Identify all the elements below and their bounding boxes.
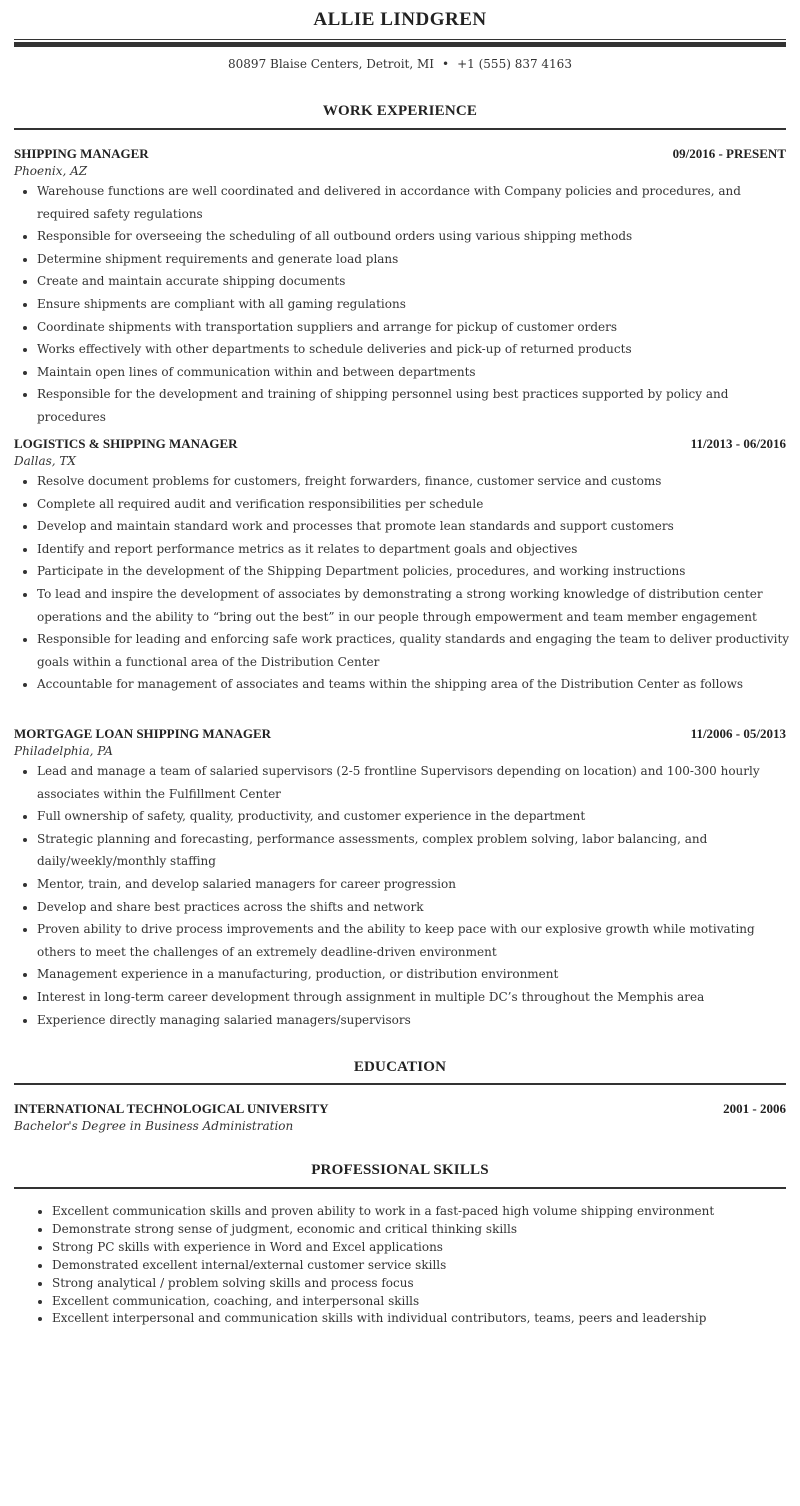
job-dates: 09/2016 - PRESENT <box>672 146 786 161</box>
education-header <box>14 1101 786 1117</box>
list-item: • Works effectively with other departments to schedule deliveries and pick-up of returned products <box>37 338 797 361</box>
list-item: • Interest in long-term career development through assignment in multiple DC’s throughout the Memphis area <box>37 986 797 1009</box>
skills-list <box>28 1203 792 1328</box>
list-item: • Strong PC skills with experience in Word and Excel applications <box>52 1239 792 1257</box>
job-title: MORTGAGE LOAN SHIPPING MANAGER <box>14 726 272 741</box>
list-item: • Responsible for overseeing the scheduling of all outbound orders using various shipping methods <box>37 225 797 248</box>
section-title-skills: PROFESSIONAL SKILLS <box>311 1162 489 1178</box>
job-location: Dallas, TX <box>14 454 76 468</box>
list-item: • Complete all required audit and verification responsibilities per schedule <box>37 493 797 516</box>
job-bullet-list <box>14 180 797 429</box>
section-divider-skills <box>14 1187 786 1189</box>
list-item: • Management experience in a manufacturing, production, or distribution environment <box>37 963 797 986</box>
list-item: • Demonstrated excellent internal/external customer service skills <box>52 1257 792 1275</box>
list-item: • Accountable for management of associates and teams within the shipping area of the Distribution Center as follows <box>37 673 797 696</box>
list-item: • Coordinate shipments with transportation suppliers and arrange for pickup of customer orders <box>37 316 797 339</box>
contact-line <box>0 57 800 71</box>
header-divider-thick <box>14 42 786 47</box>
list-item: • Responsible for leading and enforcing safe work practices, quality standards and engaging the team to deliver productivity goals within a functional area of the Distribution Center <box>37 628 797 673</box>
list-item: • Excellent interpersonal and communication skills with individual contributors, teams, peers and leadership <box>52 1310 792 1328</box>
job-header <box>14 146 786 162</box>
list-item: • Strong analytical / problem solving skills and process focus <box>52 1275 792 1293</box>
list-item: • Ensure shipments are compliant with all gaming regulations <box>37 293 797 316</box>
list-item: • Maintain open lines of communication within and between departments <box>37 361 797 384</box>
list-item: • Responsible for the development and training of shipping personnel using best practices supported by policy and procedures <box>37 383 797 428</box>
list-item: • Resolve document problems for customers, freight forwarders, finance, customer service and customs <box>37 470 797 493</box>
contact-address: 80897 Blaise Centers, Detroit, MI <box>228 57 435 71</box>
job-bullet-list <box>14 760 797 1031</box>
contact-separator: • <box>442 57 450 71</box>
school-name: INTERNATIONAL TECHNOLOGICAL UNIVERSITY <box>14 1101 329 1116</box>
list-item: • Determine shipment requirements and generate load plans <box>37 248 797 271</box>
section-divider-work <box>14 128 786 130</box>
list-item: • Develop and share best practices across the shifts and network <box>37 896 797 919</box>
job-title: LOGISTICS & SHIPPING MANAGER <box>14 436 238 451</box>
job-location: Philadelphia, PA <box>14 744 113 758</box>
section-title-work-experience: WORK EXPERIENCE <box>322 103 478 119</box>
list-item: • Experience directly managing salaried managers/supervisors <box>37 1009 797 1032</box>
list-item: • Excellent communication, coaching, and interpersonal skills <box>52 1293 792 1311</box>
list-item: • Identify and report performance metrics as it relates to department goals and objectives <box>37 538 797 561</box>
list-item: • Mentor, train, and develop salaried managers for career progression <box>37 873 797 896</box>
job-dates: 11/2006 - 05/2013 <box>690 726 786 741</box>
list-item: • Full ownership of safety, quality, productivity, and customer experience in the department <box>37 805 797 828</box>
list-item: • Warehouse functions are well coordinated and delivered in accordance with Company policies and procedures, and required safety regulations <box>37 180 797 225</box>
degree: Bachelor's Degree in Business Administration <box>14 1119 294 1133</box>
list-item: • Demonstrate strong sense of judgment, economic and critical thinking skills <box>52 1221 792 1239</box>
list-item: • Strategic planning and forecasting, performance assessments, complex problem solving, labor balancing, and daily/weekly/monthly staffing <box>37 828 797 873</box>
header-divider-thin <box>14 39 786 40</box>
list-item: • Participate in the development of the Shipping Department policies, procedures, and working instructions <box>37 560 797 583</box>
job-header <box>14 436 786 452</box>
list-item: • To lead and inspire the development of associates by demonstrating a strong working knowledge of distribution center operations and the ability to “bring out the best” in our people through empowerment and team member engagement <box>37 583 797 628</box>
contact-phone: +1 (555) 837 4163 <box>457 57 572 71</box>
job-location: Phoenix, AZ <box>14 164 88 178</box>
candidate-name: ALLIE LINDGREN <box>313 9 487 30</box>
section-divider-education <box>14 1083 786 1085</box>
job-title: SHIPPING MANAGER <box>14 146 149 161</box>
job-header <box>14 726 786 742</box>
job-dates: 11/2013 - 06/2016 <box>690 436 786 451</box>
list-item: • Develop and maintain standard work and processes that promote lean standards and support customers <box>37 515 797 538</box>
list-item: • Create and maintain accurate shipping documents <box>37 270 797 293</box>
job-bullet-list <box>14 470 797 696</box>
list-item: • Proven ability to drive process improvements and the ability to keep pace with our explosive growth while motivating others to meet the challenges of an extremely deadline-driven environment <box>37 918 797 963</box>
education-dates: 2001 - 2006 <box>723 1101 786 1116</box>
list-item: • Excellent communication skills and proven ability to work in a fast-paced high volume shipping environment <box>52 1203 792 1221</box>
section-title-education: EDUCATION <box>353 1059 447 1075</box>
list-item: • Lead and manage a team of salaried supervisors (2-5 frontline Supervisors depending on location) and 100-300 hourly associates within the Fulfillment Center <box>37 760 797 805</box>
